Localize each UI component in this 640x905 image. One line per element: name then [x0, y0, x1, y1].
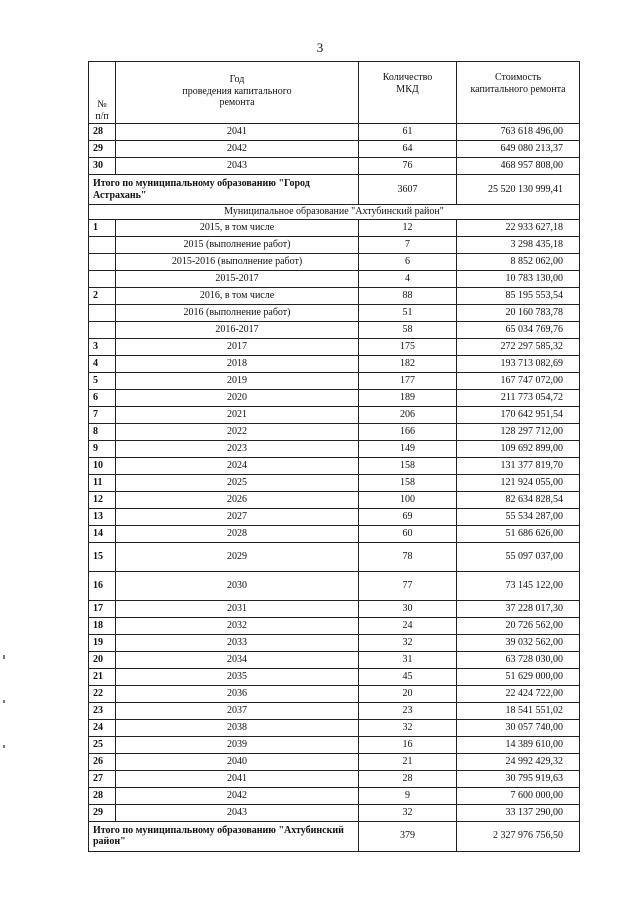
row-count: 58: [359, 321, 457, 338]
table-row: [89, 571, 580, 600]
row-count: 12: [359, 219, 457, 236]
table-row: [89, 525, 580, 542]
row-cost: 39 032 562,00: [457, 634, 580, 651]
row-year: 2041: [116, 124, 359, 141]
page-number: 3: [316, 40, 324, 55]
section-title: Муниципальное образование "Ахтубинский район": [89, 205, 580, 220]
table-row: [89, 372, 580, 389]
row-num: 13: [89, 508, 116, 525]
row-cost: 33 137 290,00: [457, 804, 580, 821]
row-cost: 30 795 919,63: [457, 770, 580, 787]
row-cost: 20 160 783,78: [457, 304, 580, 321]
row-cost: 167 747 072,00: [457, 372, 580, 389]
row-cost: 20 726 562,00: [457, 617, 580, 634]
row-cost: 193 713 082,69: [457, 355, 580, 372]
row-year: 2021: [116, 406, 359, 423]
table-row: [89, 287, 580, 304]
row-year: 2027: [116, 508, 359, 525]
row-count: 78: [359, 542, 457, 571]
row-cost: 211 773 054,72: [457, 389, 580, 406]
row-num: 29: [89, 141, 116, 158]
table-row: [89, 753, 580, 770]
table-row: [89, 634, 580, 651]
row-cost: 8 852 062,00: [457, 253, 580, 270]
row-num: 9: [89, 440, 116, 457]
total-cost: 2 327 976 756,50: [457, 821, 580, 851]
row-num: [89, 236, 116, 253]
row-count: 23: [359, 702, 457, 719]
row-cost: 55 097 037,00: [457, 542, 580, 571]
row-year: 2031: [116, 600, 359, 617]
row-count: 166: [359, 423, 457, 440]
row-year: 2042: [116, 141, 359, 158]
table-row: [89, 304, 580, 321]
header-count-text: Количество МКД: [382, 72, 433, 95]
scan-artifact: [3, 700, 5, 703]
row-cost: 468 957 808,00: [457, 158, 580, 175]
row-year: 2025: [116, 474, 359, 491]
row-count: 158: [359, 457, 457, 474]
row-num: 16: [89, 571, 116, 600]
row-count: 16: [359, 736, 457, 753]
table-row: [89, 270, 580, 287]
table-row: [89, 141, 580, 158]
table-row: [89, 355, 580, 372]
row-year: 2026: [116, 491, 359, 508]
table-row: [89, 474, 580, 491]
row-cost: 85 195 553,54: [457, 287, 580, 304]
row-cost: 128 297 712,00: [457, 423, 580, 440]
row-num: 27: [89, 770, 116, 787]
row-num: 11: [89, 474, 116, 491]
header-count: [359, 62, 457, 124]
row-num: 7: [89, 406, 116, 423]
table-row: [89, 668, 580, 685]
row-cost: 649 080 213,37: [457, 141, 580, 158]
row-num: 5: [89, 372, 116, 389]
row-count: 20: [359, 685, 457, 702]
row-cost: 272 297 585,32: [457, 338, 580, 355]
row-count: 88: [359, 287, 457, 304]
row-year: 2015 (выполнение работ): [116, 236, 359, 253]
row-cost: 24 992 429,32: [457, 753, 580, 770]
row-num: 12: [89, 491, 116, 508]
row-year: 2043: [116, 158, 359, 175]
table-row: [89, 719, 580, 736]
row-num: 17: [89, 600, 116, 617]
row-num: 30: [89, 158, 116, 175]
row-num: 18: [89, 617, 116, 634]
row-count: 45: [359, 668, 457, 685]
row-cost: 121 924 055,00: [457, 474, 580, 491]
row-year: 2018: [116, 355, 359, 372]
row-count: 76: [359, 158, 457, 175]
row-num: 19: [89, 634, 116, 651]
row-cost: 55 534 287,00: [457, 508, 580, 525]
row-count: 24: [359, 617, 457, 634]
header-year: [116, 62, 359, 124]
table-row: [89, 124, 580, 141]
table-row: [89, 389, 580, 406]
header-cost: [457, 62, 580, 124]
row-num: 14: [89, 525, 116, 542]
table-row: [89, 338, 580, 355]
row-num: 26: [89, 753, 116, 770]
row-count: 51: [359, 304, 457, 321]
scan-artifact: [3, 655, 5, 659]
table-row: [89, 804, 580, 821]
table-row: [89, 542, 580, 571]
row-year: 2043: [116, 804, 359, 821]
row-cost: 65 034 769,76: [457, 321, 580, 338]
table-row: [89, 253, 580, 270]
table-row: [89, 702, 580, 719]
row-year: 2041: [116, 770, 359, 787]
row-year: 2023: [116, 440, 359, 457]
total-label: Итого по муниципальному образованию "Город Астрахань": [89, 175, 359, 205]
row-count: 206: [359, 406, 457, 423]
row-cost: 109 692 899,00: [457, 440, 580, 457]
table-row: [89, 508, 580, 525]
row-year: 2033: [116, 634, 359, 651]
row-year: 2034: [116, 651, 359, 668]
row-cost: 63 728 030,00: [457, 651, 580, 668]
row-year: 2029: [116, 542, 359, 571]
row-count: 28: [359, 770, 457, 787]
row-year: 2024: [116, 457, 359, 474]
row-num: 6: [89, 389, 116, 406]
row-year: 2015, в том числе: [116, 219, 359, 236]
row-count: 4: [359, 270, 457, 287]
table-row: [89, 423, 580, 440]
row-count: 31: [359, 651, 457, 668]
row-cost: 14 389 610,00: [457, 736, 580, 753]
header-year-text: Год проведения капитального ремонта: [182, 74, 292, 108]
table-row: [89, 440, 580, 457]
row-num: [89, 321, 116, 338]
row-num: 23: [89, 702, 116, 719]
row-year: 2016, в том числе: [116, 287, 359, 304]
row-cost: 82 634 828,54: [457, 491, 580, 508]
row-cost: 763 618 496,00: [457, 124, 580, 141]
table-row: [89, 787, 580, 804]
row-count: 32: [359, 804, 457, 821]
row-num: 22: [89, 685, 116, 702]
row-num: 24: [89, 719, 116, 736]
row-num: [89, 304, 116, 321]
header-cost-text: Стоимость капитального ремонта: [470, 72, 566, 95]
row-num: 21: [89, 668, 116, 685]
row-cost: 3 298 435,18: [457, 236, 580, 253]
capital-repair-table: [88, 61, 580, 852]
row-count: 77: [359, 571, 457, 600]
row-num: 15: [89, 542, 116, 571]
row-num: 1: [89, 219, 116, 236]
row-count: 32: [359, 634, 457, 651]
row-cost: 37 228 017,30: [457, 600, 580, 617]
row-count: 61: [359, 124, 457, 141]
row-year: 2039: [116, 736, 359, 753]
table-row: [89, 685, 580, 702]
row-cost: 10 783 130,00: [457, 270, 580, 287]
row-count: 177: [359, 372, 457, 389]
row-year: 2032: [116, 617, 359, 634]
total-label: Итого по муниципальному образованию "Ахтубинский район": [89, 821, 359, 851]
table-row: [89, 600, 580, 617]
row-cost: 51 686 626,00: [457, 525, 580, 542]
row-num: 2: [89, 287, 116, 304]
row-num: 28: [89, 787, 116, 804]
total-row: [89, 821, 580, 851]
row-year: 2037: [116, 702, 359, 719]
row-cost: 51 629 000,00: [457, 668, 580, 685]
row-num: [89, 253, 116, 270]
row-cost: 7 600 000,00: [457, 787, 580, 804]
row-year: 2042: [116, 787, 359, 804]
row-count: 9: [359, 787, 457, 804]
row-num: 10: [89, 457, 116, 474]
table-row: [89, 457, 580, 474]
row-cost: 73 145 122,00: [457, 571, 580, 600]
table-row: [89, 158, 580, 175]
row-year: 2028: [116, 525, 359, 542]
row-num: 8: [89, 423, 116, 440]
row-cost: 170 642 951,54: [457, 406, 580, 423]
row-year: 2019: [116, 372, 359, 389]
row-count: 182: [359, 355, 457, 372]
row-count: 7: [359, 236, 457, 253]
row-count: 189: [359, 389, 457, 406]
row-year: 2035: [116, 668, 359, 685]
table-row: [89, 406, 580, 423]
row-num: 20: [89, 651, 116, 668]
row-count: 64: [359, 141, 457, 158]
header-num-text: № п/п: [95, 99, 109, 122]
row-cost: 22 933 627,18: [457, 219, 580, 236]
row-year: 2040: [116, 753, 359, 770]
table-row: [89, 651, 580, 668]
total-row: [89, 175, 580, 205]
row-cost: 18 541 551,02: [457, 702, 580, 719]
row-year: 2020: [116, 389, 359, 406]
header-num: [89, 62, 116, 124]
row-count: 100: [359, 491, 457, 508]
row-year: 2017: [116, 338, 359, 355]
row-num: 28: [89, 124, 116, 141]
row-num: 4: [89, 355, 116, 372]
total-count: 379: [359, 821, 457, 851]
row-count: 158: [359, 474, 457, 491]
row-year: 2016 (выполнение работ): [116, 304, 359, 321]
row-count: 21: [359, 753, 457, 770]
table-row: [89, 770, 580, 787]
section-row: [89, 205, 580, 220]
row-year: 2022: [116, 423, 359, 440]
row-num: 29: [89, 804, 116, 821]
row-year: 2016-2017: [116, 321, 359, 338]
row-year: 2036: [116, 685, 359, 702]
table-row: [89, 236, 580, 253]
total-cost: 25 520 130 999,41: [457, 175, 580, 205]
table-row: [89, 491, 580, 508]
row-num: 3: [89, 338, 116, 355]
row-cost: 22 424 722,00: [457, 685, 580, 702]
total-count: 3607: [359, 175, 457, 205]
scan-artifact: [3, 745, 5, 748]
table-row: [89, 736, 580, 753]
row-year: 2030: [116, 571, 359, 600]
row-count: 60: [359, 525, 457, 542]
row-count: 32: [359, 719, 457, 736]
table-row: [89, 321, 580, 338]
table-header-row: [89, 62, 580, 124]
row-count: 69: [359, 508, 457, 525]
row-num: [89, 270, 116, 287]
row-year: 2015-2016 (выполнение работ): [116, 253, 359, 270]
row-count: 175: [359, 338, 457, 355]
table-row: [89, 219, 580, 236]
row-count: 149: [359, 440, 457, 457]
row-year: 2038: [116, 719, 359, 736]
row-cost: 131 377 819,70: [457, 457, 580, 474]
table-row: [89, 617, 580, 634]
row-count: 30: [359, 600, 457, 617]
row-cost: 30 057 740,00: [457, 719, 580, 736]
row-count: 6: [359, 253, 457, 270]
row-year: 2015-2017: [116, 270, 359, 287]
row-num: 25: [89, 736, 116, 753]
